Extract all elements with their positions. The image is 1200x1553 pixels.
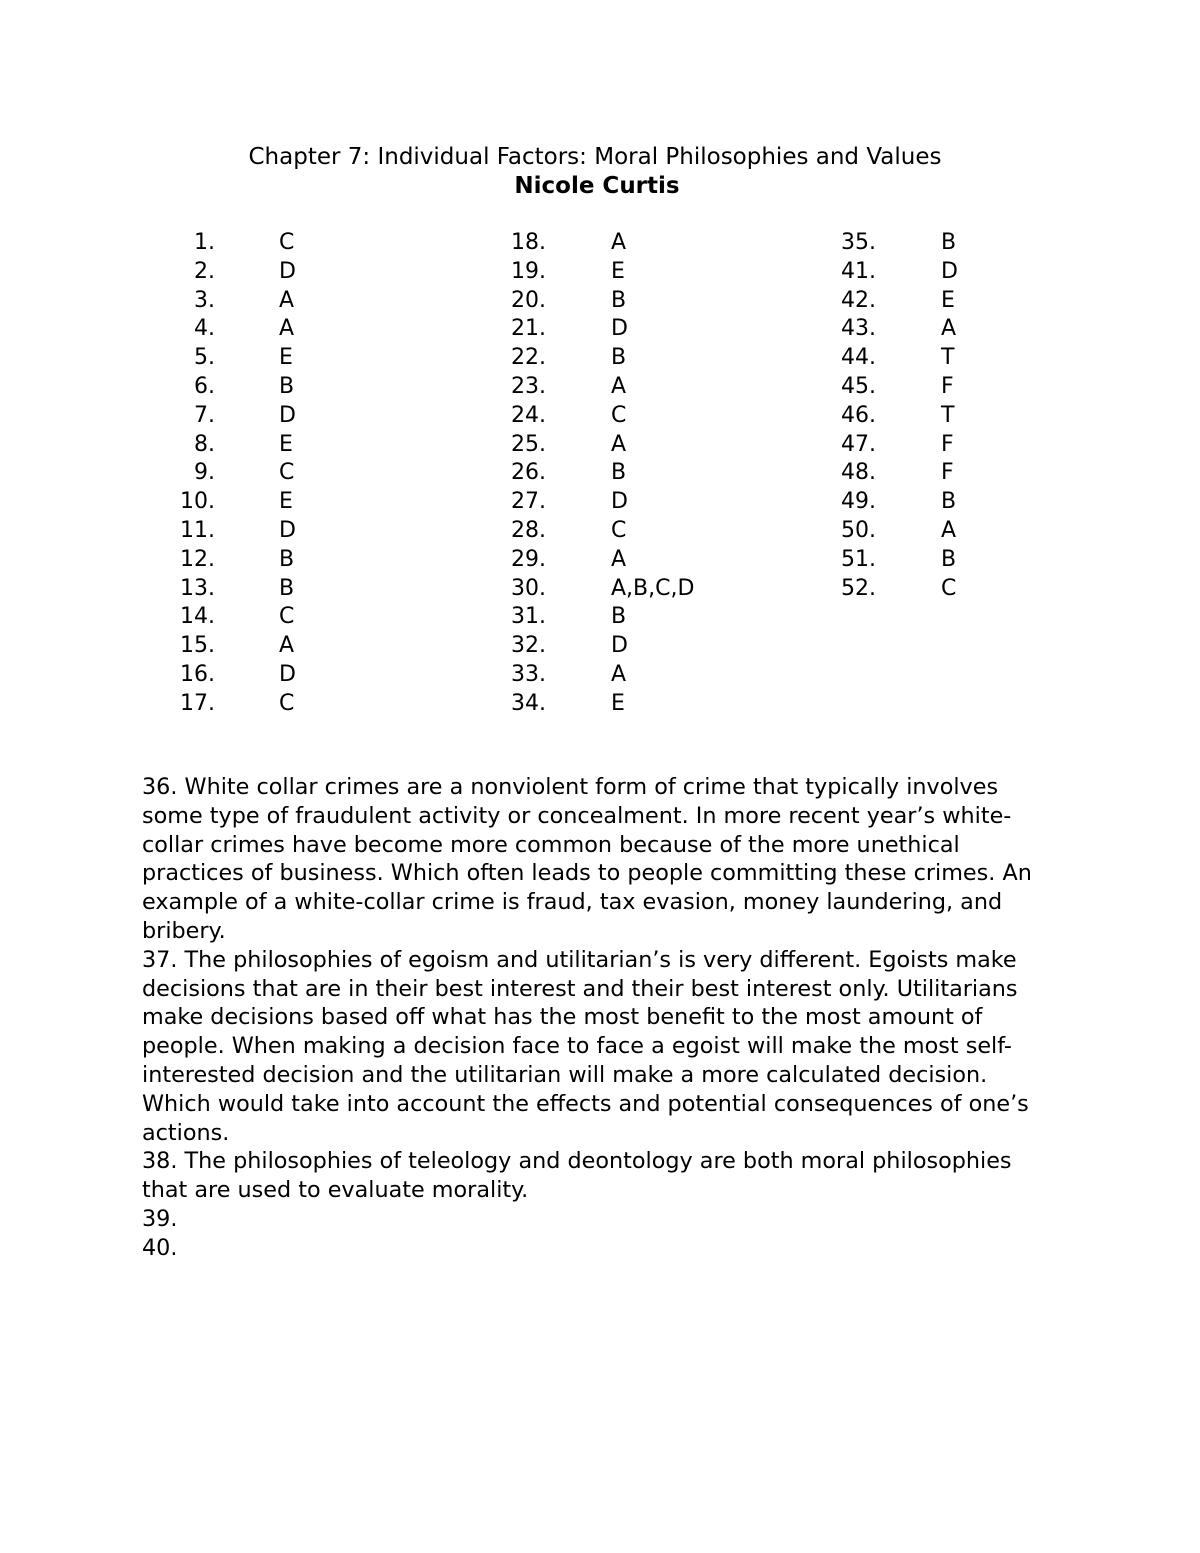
question-number: 30. xyxy=(511,575,546,601)
question-number: 11. xyxy=(180,518,215,543)
question-number: 32. xyxy=(511,633,546,659)
answer-row xyxy=(0,431,1200,460)
answer-choice: A xyxy=(279,287,295,313)
answer-choice: D xyxy=(279,258,296,284)
answer-choice: T xyxy=(941,402,955,428)
answer-choice: B xyxy=(611,345,627,371)
essay-paragraph: 38. The philosophies of teleology and deontology are both moral philosophies that are used to evaluate morality. xyxy=(142,1148,1012,1204)
answer-choice: D xyxy=(279,402,296,428)
question-number: 18. xyxy=(511,230,546,255)
answer-row xyxy=(0,344,1200,373)
answer-row xyxy=(0,488,1200,517)
answer-choice: B xyxy=(279,575,295,601)
answer-row xyxy=(0,690,1200,719)
answer-choice: D xyxy=(611,316,628,342)
answer-choice: C xyxy=(611,402,627,428)
question-number: 48. xyxy=(841,460,876,486)
essay-paragraph: 39. xyxy=(142,1205,178,1232)
answer-row xyxy=(0,603,1200,632)
answer-choice: C xyxy=(279,460,295,486)
answer-choice: A xyxy=(611,230,627,255)
question-number: 51. xyxy=(841,546,876,572)
question-number: 23. xyxy=(511,374,546,399)
answer-row xyxy=(0,459,1200,488)
answer-choice: B xyxy=(941,489,957,515)
answer-choice: B xyxy=(279,546,295,572)
question-number: 29. xyxy=(511,546,546,572)
answer-row xyxy=(0,373,1200,402)
answer-choice: B xyxy=(611,287,627,313)
answer-choice: F xyxy=(941,374,954,399)
question-number: 41. xyxy=(841,258,876,284)
question-number: 16. xyxy=(180,662,215,687)
question-number: 1. xyxy=(194,230,215,255)
question-number: 4. xyxy=(194,316,215,342)
answer-choice: A xyxy=(279,316,295,342)
answer-choice: A,B,C,D xyxy=(611,575,695,601)
essay-paragraph: 36. White collar crimes are a nonviolent form of crime that typically involves some type of fraudulent activity or concealment. In more recent year’s white-collar crimes have become more common because of the more unethical practices of business. Which often leads to people committing these crimes. An example of a white-collar crime is fraud, tax evasion, money laundering, and bribery. xyxy=(142,774,1032,944)
answer-row xyxy=(0,402,1200,431)
answer-choice: B xyxy=(611,460,627,486)
answer-row xyxy=(0,661,1200,690)
answer-choice: A xyxy=(279,633,295,659)
answer-row xyxy=(0,229,1200,258)
question-number: 8. xyxy=(194,431,215,457)
answer-row xyxy=(0,517,1200,546)
answer-choice: D xyxy=(611,633,628,659)
question-number: 24. xyxy=(511,402,546,428)
question-number: 31. xyxy=(511,604,546,630)
question-number: 46. xyxy=(841,402,876,428)
answer-choice: E xyxy=(279,345,293,371)
question-number: 27. xyxy=(511,489,546,515)
question-number: 9. xyxy=(194,460,215,486)
answer-choice: A xyxy=(941,518,957,543)
answer-choice: T xyxy=(941,345,955,371)
answer-choice: B xyxy=(941,230,957,255)
answer-choice: B xyxy=(279,374,295,399)
answer-choice: C xyxy=(611,518,627,543)
answer-choice: A xyxy=(611,662,627,687)
question-number: 35. xyxy=(841,230,876,255)
answer-choice: C xyxy=(941,575,957,601)
answer-choice: A xyxy=(611,431,627,457)
question-number: 25. xyxy=(511,431,546,457)
question-number: 45. xyxy=(841,374,876,399)
question-number: 2. xyxy=(194,258,215,284)
question-number: 22. xyxy=(511,345,546,371)
answer-choice: D xyxy=(279,518,296,543)
question-number: 43. xyxy=(841,316,876,342)
question-number: 21. xyxy=(511,316,546,342)
question-number: 28. xyxy=(511,518,546,543)
question-number: 34. xyxy=(511,690,546,716)
question-number: 19. xyxy=(511,258,546,284)
question-number: 50. xyxy=(841,518,876,543)
answer-row xyxy=(0,546,1200,575)
answer-row xyxy=(0,575,1200,604)
answer-choice: C xyxy=(279,690,295,716)
question-number: 20. xyxy=(511,287,546,313)
author-name: Nicole Curtis xyxy=(514,173,680,199)
answer-choice: B xyxy=(611,604,627,630)
question-number: 14. xyxy=(180,604,215,630)
answer-choice: A xyxy=(611,546,627,572)
essay-answers xyxy=(142,773,1062,1263)
question-number: 49. xyxy=(841,489,876,515)
question-number: 44. xyxy=(841,345,876,371)
answer-choice: E xyxy=(941,287,955,313)
answer-choice: B xyxy=(941,546,957,572)
answer-choice: D xyxy=(941,258,958,284)
question-number: 47. xyxy=(841,431,876,457)
answer-choice: F xyxy=(941,460,954,486)
answer-choice: E xyxy=(279,431,293,457)
question-number: 42. xyxy=(841,287,876,313)
question-number: 26. xyxy=(511,460,546,486)
question-number: 13. xyxy=(180,575,215,601)
question-number: 3. xyxy=(194,287,215,313)
answer-choice: F xyxy=(941,431,954,457)
essay-paragraph: 37. The philosophies of egoism and utilitarian’s is very different. Egoists make decisions that are in their best interest and their best interest only. Utilitarians make decisions based off what has the most benefit to the most amount of people. When making a decision face to face a egoist will make the most self-interested decision and the utilitarian will make a more calculated decision. Which would take into account the effects and potential consequences of one’s actions. xyxy=(142,946,1029,1146)
answer-choice: C xyxy=(279,604,295,630)
question-number: 15. xyxy=(180,633,215,659)
question-number: 33. xyxy=(511,662,546,687)
answer-choice: A xyxy=(941,316,957,342)
essay-paragraph: 40. xyxy=(142,1234,178,1261)
question-number: 12. xyxy=(180,546,215,572)
question-number: 52. xyxy=(841,575,876,601)
question-number: 17. xyxy=(180,690,215,716)
answer-choice: D xyxy=(611,489,628,515)
answer-row xyxy=(0,315,1200,344)
answer-choice: E xyxy=(611,690,625,716)
answer-row xyxy=(0,258,1200,287)
document-title: Chapter 7: Individual Factors: Moral Philosophies and Values xyxy=(248,144,942,170)
question-number: 6. xyxy=(194,374,215,399)
answer-key xyxy=(0,229,1200,719)
answer-row xyxy=(0,287,1200,316)
answer-choice: E xyxy=(611,258,625,284)
question-number: 7. xyxy=(194,402,215,428)
question-number: 10. xyxy=(180,489,215,515)
answer-row xyxy=(0,632,1200,661)
answer-choice: D xyxy=(279,662,296,687)
answer-choice: A xyxy=(611,374,627,399)
answer-choice: E xyxy=(279,489,293,515)
answer-choice: C xyxy=(279,230,295,255)
question-number: 5. xyxy=(194,345,215,371)
